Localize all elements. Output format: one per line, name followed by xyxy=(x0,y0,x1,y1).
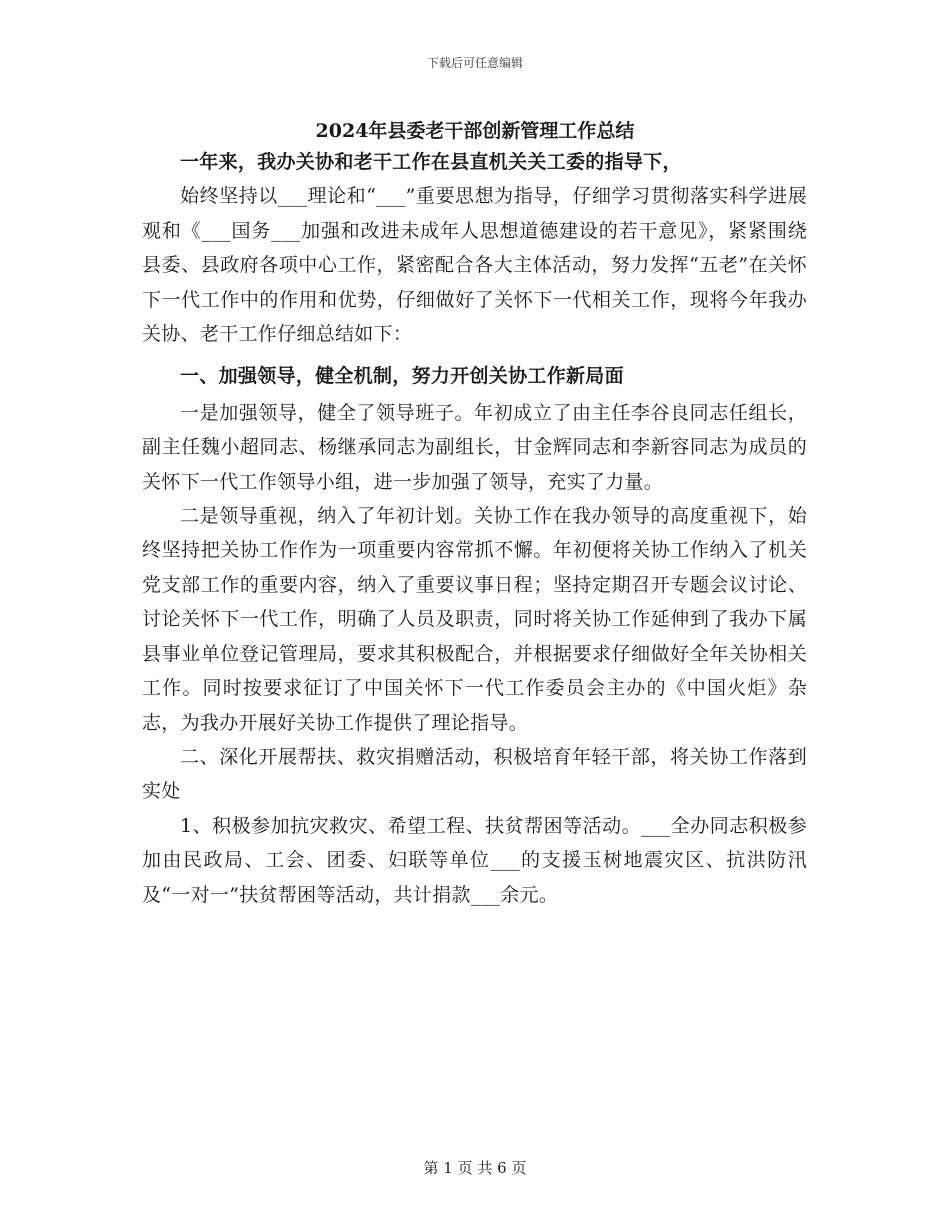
paragraph-leadership: 一是加强领导，健全了领导班子。年初成立了由主任李谷良同志任组长，副主任魏小超同志、杨继承同志为副组长，甘金辉同志和李新容同志为成员的关怀下一代工作领导小组，进一步加强了领导，充实了力量。 xyxy=(142,401,807,493)
document-body xyxy=(142,145,807,912)
header-note: 下载后可任意编辑 xyxy=(426,56,523,70)
document-title: 2024年县委老干部创新管理工作总结 xyxy=(315,120,635,142)
intro-line: 一年来，我办关协和老干工作在县直机关关工委的指导下， xyxy=(180,151,682,173)
paragraph-relief: 1、积极参加抗灾救灾、希望工程、扶贫帮困等活动。___全办同志积极参加由民政局、工会、团委、妇联等单位___的支援玉树地震灾区、抗洪防汛及“一对一”扶贫帮困等活动，共计捐款___余元。 xyxy=(142,814,807,906)
section-heading-2: 二、深化开展帮扶、救灾捐赠活动，积极培育年轻干部，将关协工作落到实处 xyxy=(142,745,807,803)
paragraph-guidance: 始终坚持以___理论和“___”重要思想为指导，仔细学习贯彻落实科学进展观和《___国务___加强和改进未成年人思想道德建设的若干意见》，紧紧围绕县委、县政府各项中心工作，紧密配合各大主体活动，努力发挥“五老”在关怀下一代工作中的作用和优势，仔细做好了关怀下一代相关工作，现将今年我办关协、老干工作仔细总结如下： xyxy=(142,185,807,346)
page-number-footer: 第 1 页 共 6 页 xyxy=(423,1159,527,1177)
section-heading-1: 一、加强领导，健全机制，努力开创关协工作新局面 xyxy=(180,365,624,388)
paragraph-planning: 二是领导重视，纳入了年初计划。关协工作在我办领导的高度重视下，始终坚持把关协工作作为一项重要内容常抓不懈。年初便将关协工作纳入了机关党支部工作的重要内容，纳入了重要议事日程；坚持定期召开专题会议讨论、讨论关怀下一代工作，明确了人员及职责，同时将关协工作延伸到了我办下属县事业单位登记管理局，要求其积极配合，并根据要求仔细做好全年关协相关工作。同时按要求征订了中国关怀下一代工作委员会主办的《中国火炬》杂志，为我办开展好关协工作提供了理论指导。 xyxy=(142,505,807,734)
